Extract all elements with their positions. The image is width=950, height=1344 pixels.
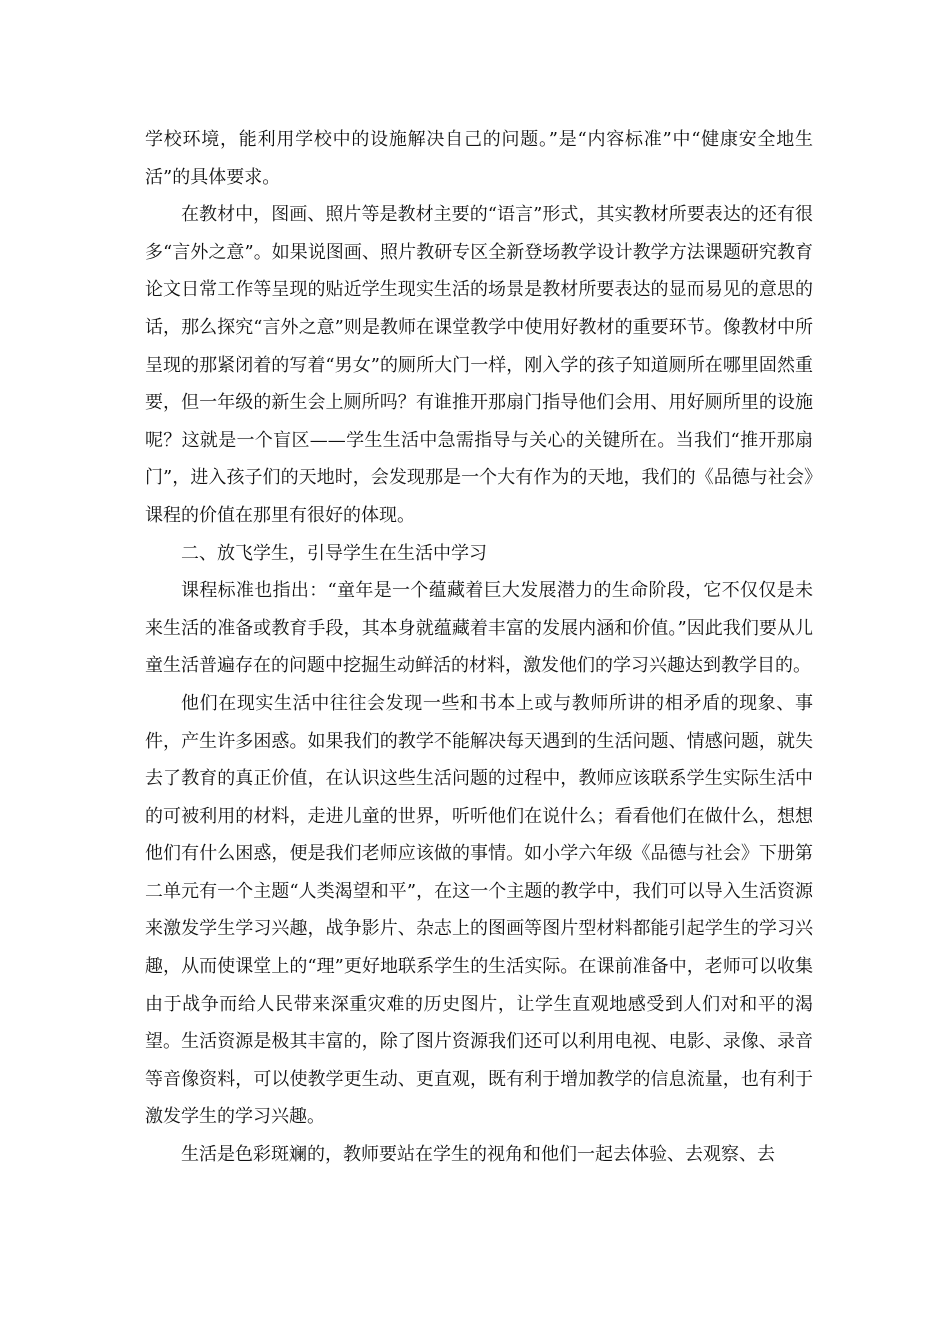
paragraph-real-life-materials: 他们在现实生活中往往会发现一些和书本上或与教师所讲的相矛盾的现象、事件，产生许多困惑。如果我们的教学不能解决每天遇到的生活问题、情感问题，就失去了教育的真正价值，在认识这些生活问题的过程中，教师应该联系学生实际生活中的可被利用的材料，走进儿童的世界，听听他们在说什么；看看他们在做什么，想想他们有什么困惑，便是我们老师应该做的事情。如小学六年级《品德与社会》下册第二单元有一个主题“人类渴望和平”，在这一个主题的教学中，我们可以导入生活资源来激发学生学习兴趣，战争影片、杂志上的图画等图片型材料都能引起学生的学习兴趣，从而使课堂上的“理”更好地联系学生的生活实际。在课前准备中，老师可以收集由于战争而给人民带来深重灾难的历史图片，让学生直观地感受到人们对和平的渴望。生活资源是极其丰富的，除了图片资源我们还可以利用电视、电影、录像、录音等音像资料，可以使教学更生动、更直观，既有利于增加教学的信息流量，也有利于激发学生的学习兴趣。 <box>145 692 813 1128</box>
document-body <box>145 121 813 1174</box>
paragraph-textbook-implications: 在教材中，图画、照片等是教材主要的“语言”形式，其实教材所要表达的还有很多“言外之意”。如果说图画、照片教研专区全新登场教学设计教学方法课题研究教育论文日常工作等呈现的贴近学生现实生活的场景是教材所要表达的显而易见的意思的话，那么探究“言外之意”则是教师在课堂教学中使用好教材的重要环节。像教材中所呈现的那紧闭着的写着“男女”的厕所大门一样，刚入学的孩子知道厕所在哪里固然重要，但一年级的新生会上厕所吗？有谁推开那扇门指导他们会用、用好厕所里的设施呢？这就是一个盲区——学生生活中急需指导与关心的关键所在。当我们“推开那扇门”，进入孩子们的天地时，会发现那是一个大有作为的天地，我们的《品德与社会》课程的价值在那里有很好的体现。 <box>145 204 813 526</box>
paragraph-curriculum-standard: 课程标准也指出：“童年是一个蕴藏着巨大发展潜力的生命阶段，它不仅仅是未来生活的准备或教育手段，其本身就蕴藏着丰富的发展内涵和价值。”因此我们要从儿童生活普遍存在的问题中挖掘生动鲜活的材料，激发他们的学习兴趣达到教学目的。 <box>145 580 813 677</box>
section-heading: 二、放飞学生，引导学生在生活中学习 <box>181 542 487 564</box>
paragraph-colorful-life: 生活是色彩斑斓的，教师要站在学生的视角和他们一起去体验、去观察、去 <box>181 1144 775 1166</box>
paragraph-continued: 学校环境，能利用学校中的设施解决自己的问题。”是“内容标准”中“健康安全地生活”的具体要求。 <box>145 129 813 188</box>
